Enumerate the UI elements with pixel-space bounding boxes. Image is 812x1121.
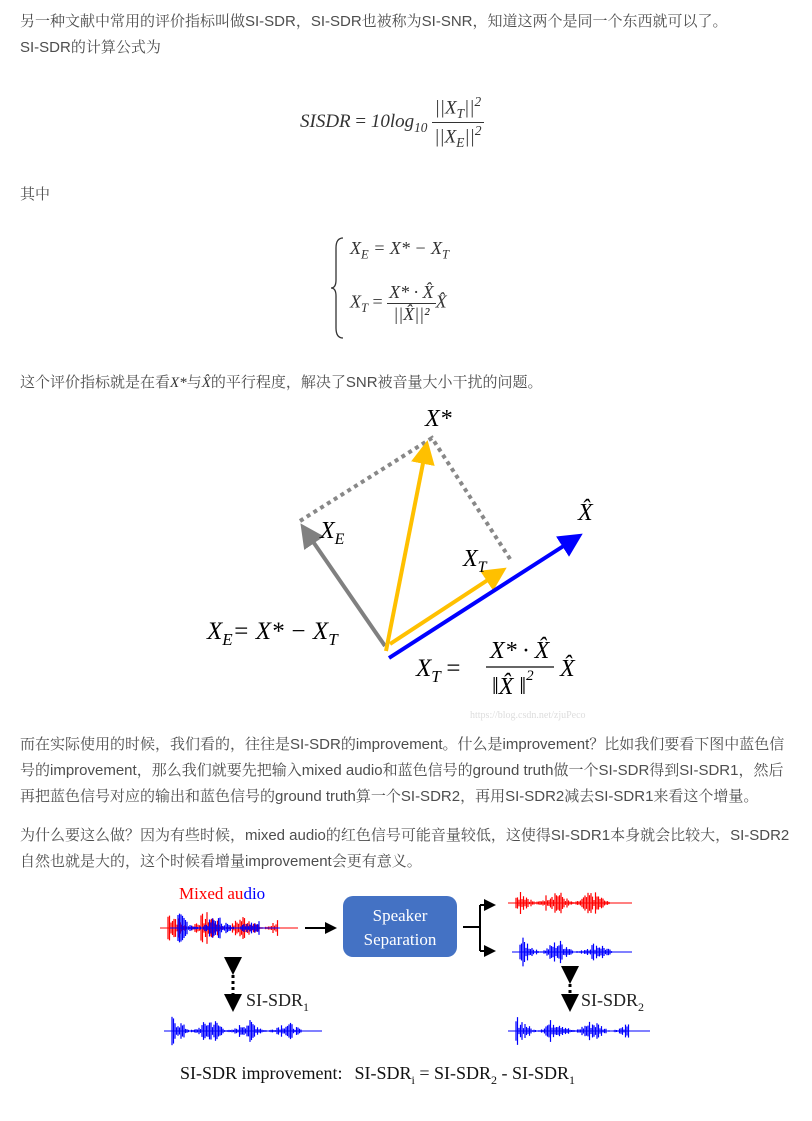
mixed-audio-label: [179, 884, 265, 903]
imp-c-sub: 1: [569, 1073, 576, 1087]
box-line-1: Speaker: [372, 906, 428, 925]
frac-den-pow: 2: [474, 123, 482, 139]
left-brace-icon: [330, 236, 346, 340]
label-xe: [319, 518, 345, 548]
xe-eq-rhs: = X* − X: [232, 618, 329, 645]
xt-eq-lhs: X: [416, 655, 432, 682]
xstar-arrow: [386, 448, 426, 651]
para2-pre: 这个评价指标就是在看: [20, 374, 171, 391]
blue-output-waveform: [512, 938, 632, 967]
formula-base: 10: [414, 119, 428, 135]
sdr2-main: SI-SDR: [581, 990, 639, 1010]
row1-rhs: = X* − X: [373, 238, 442, 258]
blue-ground-truth-waveform-right: [508, 1017, 650, 1045]
where-label: 其中: [20, 186, 51, 203]
imp-c: - SI-SDR: [497, 1063, 570, 1083]
mixed-word: Mixed: [179, 884, 224, 903]
improvement-paragraph: 而在实际使用的时候，我们看的，往往是SI-SDR的improvement。什么是improvement？比如我们要看下图中蓝色信号的improvement，那么我们就要先把输入mixed audio和蓝色信号的ground truth做一个SI-SDR得到SI-SDR1，然后再把蓝色信号对应的输出和蓝色信号的ground truth算一个SI-SDR2，再用SI-SDR2减去SI-SDR1来看这个增量。: [20, 736, 785, 805]
vector-diagram: [180, 396, 620, 726]
sdr2-sub: 2: [638, 1000, 645, 1014]
intro-paragraph: [20, 9, 795, 61]
frac-num: ||X: [434, 97, 457, 119]
xe-eq-rhs-sub: T: [328, 630, 338, 649]
parallel-paragraph: [20, 370, 795, 396]
sdr1-main: SI-SDR: [246, 990, 304, 1010]
sdr1-label: [246, 990, 309, 1014]
formula-eq: =: [355, 110, 367, 132]
sisdr-formula: [300, 94, 484, 151]
xt-eq-lhs-sub: T: [431, 667, 441, 686]
para2-post: 的平行程度，解决了SNR被音量大小干扰的问题。: [210, 374, 543, 391]
frac-den: ||X: [434, 126, 457, 148]
red-output-waveform: [508, 892, 632, 914]
improvement-label: SI-SDR improvement:: [180, 1063, 343, 1083]
xe-eq-lhs-sub: E: [222, 630, 233, 649]
label-xt-main: X: [463, 546, 478, 572]
case-row-2: [350, 282, 447, 325]
para2-xhat: X̂: [201, 375, 211, 391]
imp-b: = SI-SDR: [414, 1063, 492, 1083]
imp-a-sub: i: [411, 1073, 415, 1087]
improvement-equation: [180, 1063, 575, 1087]
row2-eq: =: [372, 291, 383, 312]
xt-arrow: [390, 572, 500, 644]
row2-num: X* · X̂: [389, 282, 434, 302]
xt-eq-tail: X̂: [560, 656, 575, 682]
label-xt: [462, 546, 488, 576]
label-xstar: X*: [425, 406, 452, 432]
sdr2-label: [581, 990, 644, 1014]
intro-line-2: SI-SDR的计算公式为: [20, 39, 161, 56]
watermark: https://blog.csdn.net/zjuPeco: [470, 710, 586, 721]
row1-lhs-sub: E: [361, 247, 369, 262]
audio-word-a: au: [227, 884, 244, 903]
xe-eq-lhs: X: [207, 618, 223, 645]
formula-coef: 10log: [370, 110, 415, 132]
label-xt-sub: T: [477, 559, 487, 576]
row2-lhs: X: [350, 291, 361, 312]
audio-word-b: dio: [243, 884, 266, 903]
branch-connector: [463, 905, 480, 951]
mixed-waveform: [160, 912, 298, 944]
sdr1-sub: 1: [303, 1000, 310, 1014]
row1-rhs-sub: T: [442, 247, 450, 262]
intro-line-1: 另一种文献中常用的评价指标叫做SI-SDR，SI-SDR也被称为SI-SNR，知道这两个是同一个东西就可以了。: [20, 13, 728, 30]
box-line-2: Separation: [363, 930, 437, 949]
frac-den-sub: E: [456, 135, 465, 151]
label-xhat: X̂: [578, 500, 593, 526]
si-sdr-improvement-figure: [150, 879, 670, 1100]
imp-a: SI-SDR: [354, 1063, 412, 1083]
frac-den-end: ||: [464, 126, 475, 148]
xt-eq-den-pow: 2: [526, 668, 534, 684]
xt-equation-lhs: [415, 655, 462, 686]
imp-b-sub: 2: [491, 1073, 498, 1087]
row2-den: ||X̂||²: [393, 304, 430, 324]
xt-eq-sign: =: [444, 655, 462, 682]
xt-eq-den-main: ‖X̂ ‖: [492, 674, 527, 700]
para2-mid: 与: [186, 374, 202, 391]
frac-num-sub: T: [456, 106, 465, 122]
blue-ground-truth-waveform-left: [164, 1017, 322, 1045]
xt-eq-den: [492, 668, 534, 700]
row2-tail: X̂: [435, 291, 447, 312]
para2-xstar: X*: [170, 375, 187, 391]
label-xe-main: X: [320, 518, 335, 544]
frac-num-end: ||: [464, 97, 475, 119]
case-row-1: [350, 238, 449, 263]
formula-fraction: [432, 94, 483, 151]
row1-lhs: X: [350, 238, 361, 258]
lower-content: [20, 732, 795, 1100]
xe-equation: [206, 618, 339, 649]
xt-eq-num: X* · X̂: [490, 638, 550, 664]
row2-fraction: [387, 282, 436, 325]
row2-lhs-sub: T: [361, 301, 369, 316]
label-xe-sub: E: [334, 531, 345, 548]
why-paragraph: 为什么要这么做？因为有些时候，mixed audio的红色信号可能音量较低，这使得SI-SDR1本身就会比较大，SI-SDR2自然也就是大的，这个时候看增量improvement会更有意义。: [20, 827, 790, 870]
formula-lhs: SISDR: [300, 110, 351, 132]
frac-num-pow: 2: [474, 94, 482, 109]
